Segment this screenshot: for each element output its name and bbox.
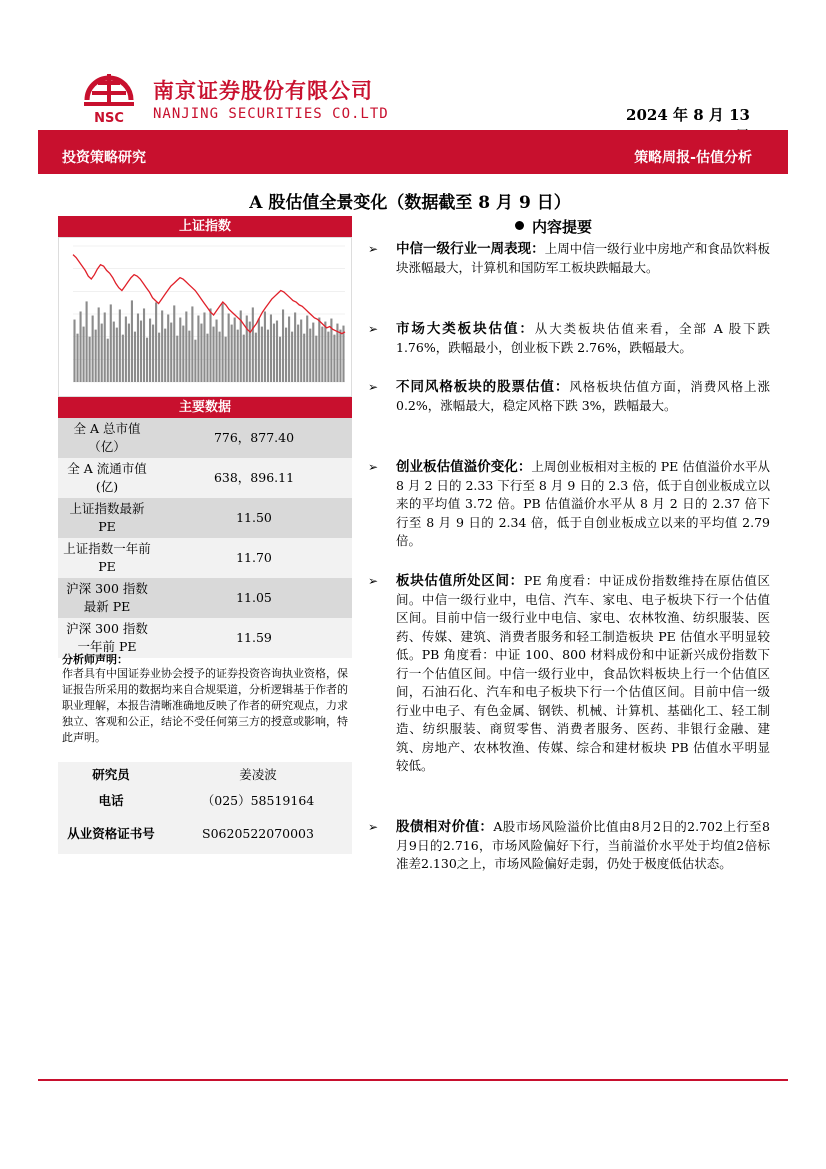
arrow-bullet-icon: ➢: [368, 242, 379, 256]
chart-bar: [131, 300, 133, 382]
chart-bar: [285, 328, 287, 382]
summary-item: ➢ 股债相对价值：A股市场风险溢价比值由8月2日的2.702上行至8月9日的2.716，市场风险偏好下行，当前溢价水平处于均值2倍标准差2.130之上，市场风险偏好走弱，仍处于极度低估状态。: [368, 819, 771, 871]
chart-bar: [101, 324, 103, 382]
chart-bar: [315, 336, 317, 382]
chart-bar: [228, 313, 230, 382]
table-row: 上证指数最新 PE 11.50: [58, 498, 352, 538]
company-name-en: NANJING SECURITIES CO.LTD: [153, 106, 389, 122]
chart-bar: [309, 329, 311, 382]
table-row: 从业资格证书号 S0620522070003: [58, 814, 352, 854]
chart-title: 上证指数: [58, 216, 352, 238]
company-name-cn: 南京证券股份有限公司: [153, 79, 373, 103]
chart-bar: [140, 321, 142, 382]
chart-bar: [104, 312, 106, 382]
chart-bar: [95, 330, 97, 382]
chart-bar: [98, 307, 100, 382]
chart-bar: [194, 340, 196, 382]
chart-bar: [215, 320, 217, 382]
chart-bar: [200, 324, 202, 382]
chart-bar: [209, 308, 211, 382]
summary-item: ➢ 中信一级行业一周表现：上周中信一级行业中房地产和食品饮料板块涨幅最大，计算机和国防军工板块跌幅最大。: [368, 241, 770, 275]
chart-bar: [273, 324, 275, 382]
chart-bar: [212, 327, 214, 382]
chart-bar: [252, 307, 254, 382]
arrow-bullet-icon: ➢: [368, 460, 379, 474]
chart-bar: [306, 316, 308, 382]
chart-bar: [282, 309, 284, 382]
chart-bar: [270, 315, 272, 382]
arrow-bullet-icon: ➢: [368, 574, 379, 588]
chart-bar: [222, 303, 224, 382]
chart-bar: [237, 330, 239, 382]
summary-heading: 内容提要: [532, 218, 593, 236]
chart-bar: [92, 316, 94, 382]
chart-bar: [267, 330, 269, 382]
researcher-table: [58, 762, 352, 854]
chart-bar: [188, 331, 190, 382]
chart-bar: [327, 332, 329, 382]
chart-bar: [107, 339, 109, 382]
disclaimer-title: 分析师声明：: [62, 653, 128, 666]
chart-bar: [170, 323, 172, 382]
chart-bar: [294, 312, 296, 382]
table-row: 沪深 300 指数最新 PE 11.05: [58, 578, 352, 618]
chart-bar: [318, 318, 320, 382]
analyst-disclaimer: 作者具有中国证券业协会授予的证券投资咨询执业资格，保证报告所采用的数据均来自合规渠道，分析逻辑基于作者的职业理解，本报告清晰准确地反映了作者的研究观点，力求独立、客观和公正，结论不受任何第三方的授意或影响，特此声明。: [62, 667, 348, 744]
chart-bar: [179, 318, 181, 382]
nsc-logo: [82, 72, 136, 124]
chart-bar: [152, 325, 154, 382]
chart-bar: [116, 328, 118, 382]
chart-bar: [110, 304, 112, 382]
key-data-table: [58, 418, 352, 658]
chart-bar: [149, 319, 151, 382]
chart-bar: [339, 330, 341, 382]
chart-bar: [137, 313, 139, 382]
report-category: 投资策略研究: [62, 150, 146, 166]
chart-bar: [258, 319, 260, 382]
chart-bar: [312, 323, 314, 382]
chart-bar: [303, 334, 305, 382]
table-row: 全 A 总市值（亿） 776，877.40: [58, 418, 352, 458]
chart-bar: [276, 321, 278, 382]
footer-line: [38, 1079, 788, 1081]
index-chart: [58, 237, 352, 397]
chart-bar: [291, 332, 293, 382]
chart-bar: [261, 327, 263, 382]
summary-item: ➢ 创业板估值溢价变化：上周创业板相对主板的 PE 估值溢价水平从 8 月 2 日的 2.33 下行至 8 月 9 日的 2.3 倍，低于自创业板成立以来的平均值 3.72 倍。PB 估值溢价水平从 8 月 2 日的 2.37 倍下行至 8 月 9 日的 2.34 倍，低于自创业板成立以来的平均值 2.79 倍。: [368, 459, 771, 548]
chart-bar: [167, 315, 169, 382]
table-row: 研究员 姜凌波: [58, 762, 352, 788]
chart-bar: [333, 335, 335, 382]
chart-bar: [155, 302, 157, 382]
chart-bar: [246, 316, 248, 382]
chart-bar: [206, 334, 208, 382]
index-chart-svg: [59, 238, 351, 396]
arrow-bullet-icon: ➢: [368, 820, 379, 834]
chart-bar: [113, 322, 115, 382]
chart-bar: [231, 325, 233, 382]
chart-bar: [128, 324, 130, 382]
chart-bar: [342, 326, 344, 382]
chart-bar: [161, 310, 163, 382]
chart-bar: [300, 320, 302, 382]
chart-bar: [182, 326, 184, 382]
chart-bar: [119, 309, 121, 382]
chart-bar: [83, 327, 85, 382]
table-row: 电话 （025）58519164: [58, 788, 352, 814]
chart-bar: [288, 317, 290, 382]
arrow-bullet-icon: ➢: [368, 380, 379, 394]
chart-bar: [76, 334, 78, 382]
chart-bar: [176, 336, 178, 382]
chart-bar: [197, 316, 199, 382]
summary-item: ➢ 不同风格板块的股票估值：风格板块估值方面，消费风格上涨 0.2%，涨幅最大，稳定风格下跌 3%，跌幅最大。: [368, 379, 770, 413]
summary-item: ➢ 板块估值所处区间：PE 角度看：中证成份指数维持在原估值区间。中信一级行业中，电信、汽车、家电、电子板块下行一个估值区间。目前中信一级行业中电信、家电、农林牧渔、纺织服装、医药、传媒、建筑、消费者服务和轻工制造板块 PE 估值水平明显较低。PB 角度看：中证 100、800 材料成份和中证新兴成份指数下行一个估值区间。中信一级行业中，食品饮料板块上行一个估值区间，石油石化、汽车和电子板块下行一个估值区间。目前中信一级行业中电子、有色金属、钢铁、机械、计算机、基础化工、轻工制造、纺织服装、商贸零售、消费者服务、医药、非银行金融、建筑、房地产、农林牧渔、传媒、综合和建材板块 PB 估值水平明显较低。: [368, 573, 771, 773]
bullet-dot-icon: [515, 221, 524, 230]
chart-bar: [79, 311, 81, 382]
chart-bar: [264, 311, 266, 382]
chart-bar: [143, 308, 145, 382]
chart-bar: [297, 325, 299, 382]
chart-bar: [324, 322, 326, 382]
key-data-title: 主要数据: [58, 397, 352, 419]
summary-item: ➢ 市场大类板块估值：从大类板块估值来看，全部 A 股下跌 1.76%，跌幅最小，创业板下跌 2.76%，跌幅最大。: [368, 321, 771, 355]
table-row: 上证指数一年前 PE 11.70: [58, 538, 352, 578]
logo-text: NSC: [94, 111, 124, 124]
chart-bar: [225, 337, 227, 382]
arrow-bullet-icon: ➢: [368, 322, 379, 336]
chart-bar: [89, 337, 91, 382]
chart-bar: [279, 337, 281, 382]
page-title: A 股估值全景变化（数据截至 8 月 9 日）: [249, 193, 571, 213]
chart-bar: [185, 311, 187, 382]
chart-bar: [234, 318, 236, 382]
chart-bar: [173, 305, 175, 382]
chart-bar: [122, 335, 124, 382]
chart-bar: [86, 301, 88, 382]
chart-bar: [125, 317, 127, 382]
table-row: 沪深 300 指数一年前 PE 11.59: [58, 618, 352, 658]
chart-bar: [73, 320, 75, 382]
table-row: 全 A 流通市值(亿) 638，896.11: [58, 458, 352, 498]
chart-bar: [321, 327, 323, 382]
report-date: 2024 年 8 月 13: [626, 106, 750, 124]
chart-bar: [219, 332, 221, 382]
report-type: 策略周报-估值分析: [634, 150, 752, 166]
chart-bar: [255, 333, 257, 382]
chart-bar: [203, 312, 205, 382]
chart-bar: [191, 306, 193, 382]
chart-bar: [146, 338, 148, 382]
chart-bar: [243, 335, 245, 382]
chart-bar: [158, 333, 160, 382]
chart-bar: [134, 332, 136, 382]
chart-bar: [164, 329, 166, 382]
